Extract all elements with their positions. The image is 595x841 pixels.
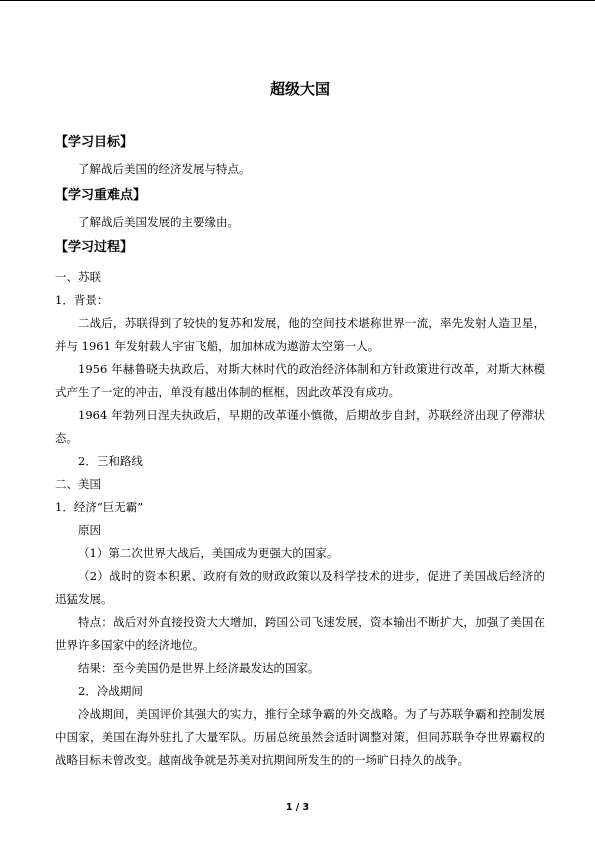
- key-text: 了解战后美国发展的主要缘由。: [78, 215, 239, 229]
- paragraph: 二战后，苏联得到了较快的复苏和发展，他的空间技术堪称世界一流，率先发射人造卫星，并与 1961 年发射载人宇宙飞船，加加林成为遨游太空第一人。: [55, 316, 545, 353]
- section-ussr: 一、苏联: [55, 270, 101, 284]
- process-section: [55, 235, 545, 261]
- reason-item: （1）第二次世界大战后，美国成为更强大的国家。: [78, 546, 339, 560]
- goal-heading: 【学习目标】: [55, 135, 134, 150]
- key-heading: 【学习重难点】: [55, 188, 147, 203]
- body-text: [55, 266, 545, 772]
- section-usa: 二、美国: [55, 477, 101, 491]
- ussr-line-label: 2．三和路线: [78, 454, 143, 468]
- page-number: 1 / 3: [285, 802, 310, 813]
- cold-war-label: 2．冷战期间: [78, 684, 143, 698]
- usa-economy-label: 1．经济“巨无霸”: [55, 500, 144, 514]
- header-rule: [0, 0, 595, 1]
- feature-paragraph: 特点：战后对外直接投资大大增加，跨国公司飞速发展，资本输出不断扩大，加强了美国在世界许多国家中的经济地位。: [55, 615, 545, 652]
- goal-section: [55, 130, 545, 181]
- reason-label: 原因: [78, 523, 101, 537]
- cold-war-paragraph: 冷战期间，美国评价其强大的实力，推行全球争霸的外交战略。为了与苏联争霸和控制发展中国家，美国在海外驻扎了大量军队。历届总统虽然会适时调整对策，但同苏联争夺世界霸权的战略目标未曾改变。越南战争就是苏美对抗期间所发生的的一场旷日持久的战争。: [55, 707, 545, 767]
- key-section: [55, 183, 545, 234]
- goal-text: 了解战后美国的经济发展与特点。: [78, 162, 251, 176]
- reason-item: （2）战时的资本积累、政府有效的财政政策以及科学技术的进步，促进了美国战后经济的迅猛发展。: [55, 569, 545, 606]
- ussr-background-label: 1．背景：: [55, 293, 109, 307]
- result-paragraph: 结果：至今美国仍是世界上经济最发达的国家。: [78, 661, 320, 675]
- paragraph: 1956 年赫鲁晓夫执政后，对斯大林时代的政治经济体制和方针政策进行改革，对斯大林模式产生了一定的冲击，单没有越出体制的框框，因此改革没有成功。: [55, 362, 545, 399]
- process-heading: 【学习过程】: [55, 240, 134, 255]
- paragraph: 1964 年勃列日涅夫执政后，早期的改革谨小慎微，后期故步自封，苏联经济出现了停滞状态。: [55, 408, 545, 445]
- page-title: 超级大国: [269, 80, 330, 98]
